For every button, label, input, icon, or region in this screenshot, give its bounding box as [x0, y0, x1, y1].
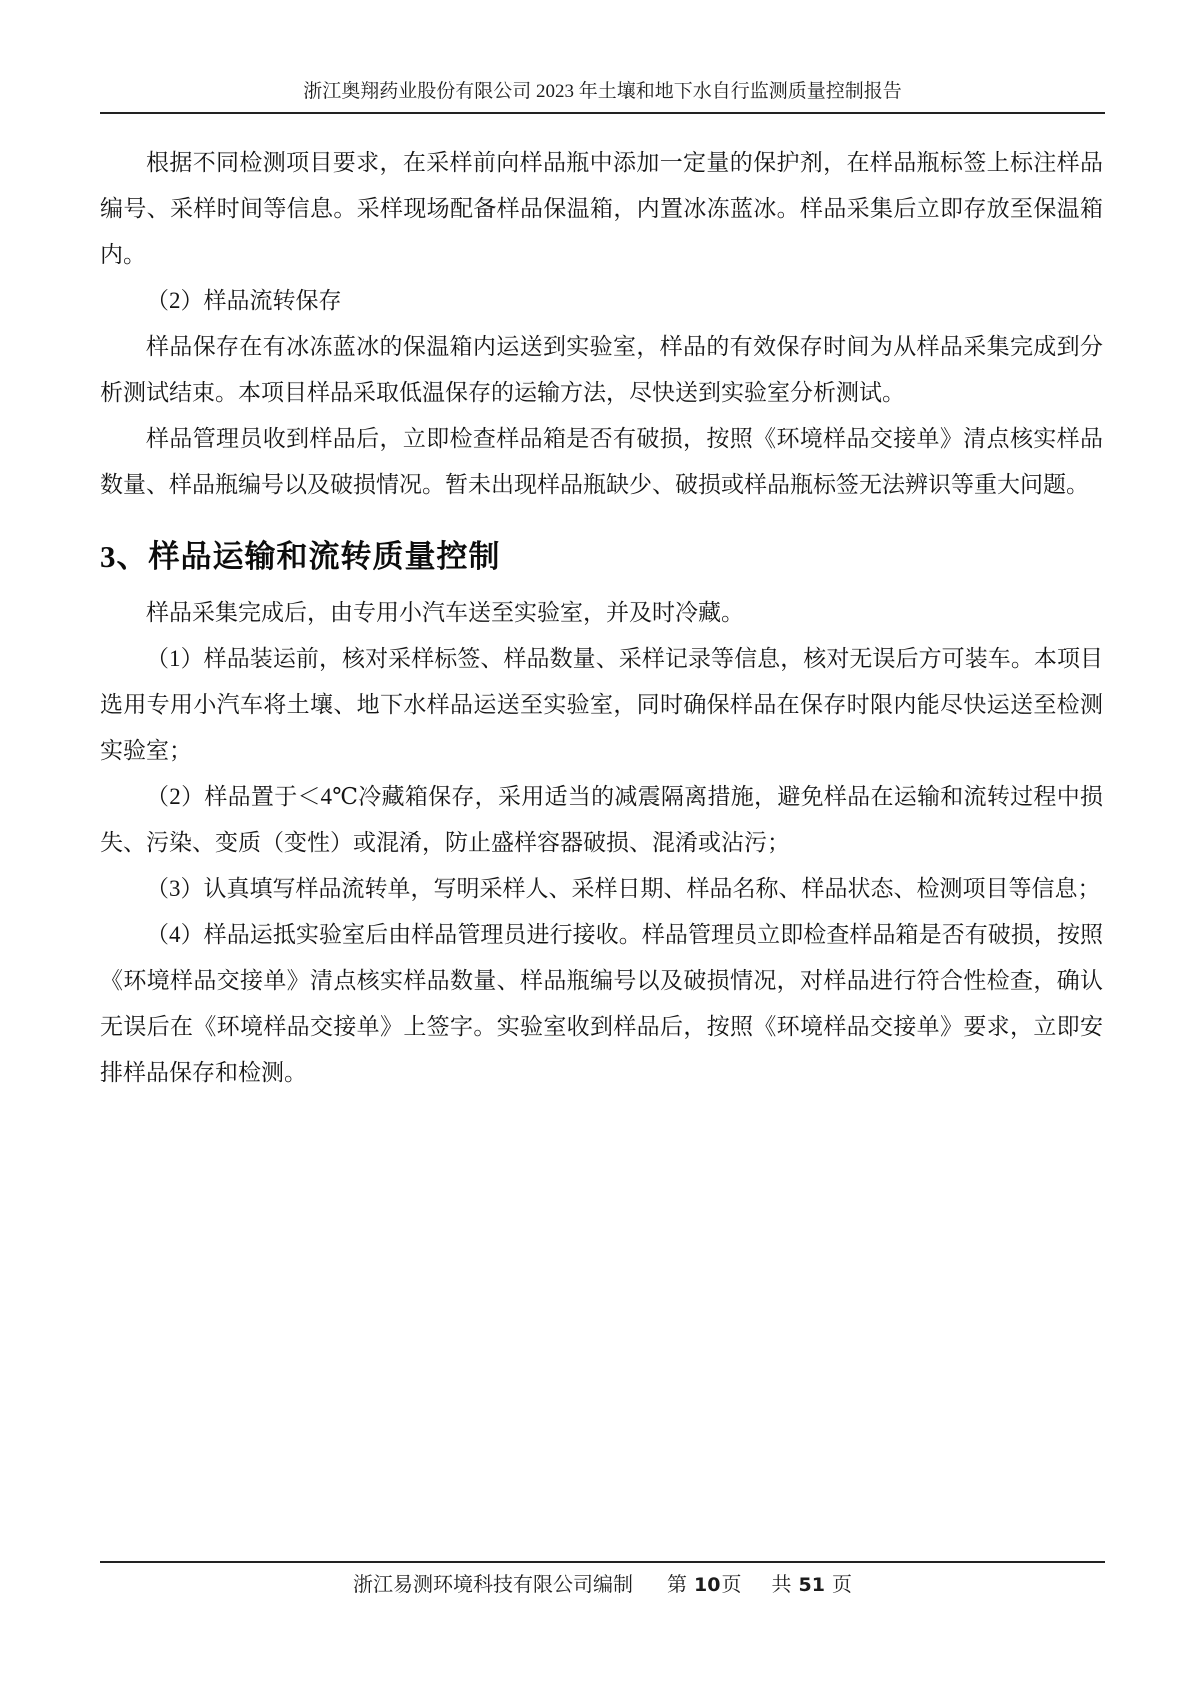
paragraph-sample-preservative: 根据不同检测项目要求，在采样前向样品瓶中添加一定量的保护剂，在样品瓶标签上标注样品编号、采样时间等信息。采样现场配备样品保温箱，内置冰冻蓝冰。样品采集后立即存放至保温箱内。	[100, 150, 1103, 267]
footer-total-suffix: 页	[831, 1574, 852, 1596]
paragraph-subheading-sample-transfer: （2）样品流转保存	[146, 288, 342, 313]
footer-page-number: 10	[694, 1574, 721, 1596]
footer-page-suffix: 页	[721, 1574, 742, 1596]
footer-page-prefix: 第	[667, 1574, 688, 1596]
footer-total-prefix: 共	[771, 1574, 792, 1596]
page-header	[100, 80, 1105, 114]
header-title: 浙江奥翔药业股份有限公司 2023 年土壤和地下水自行监测质量控制报告	[303, 81, 902, 102]
footer-organization: 浙江易测环境科技有限公司编制	[353, 1574, 634, 1596]
paragraph-cold-storage-transport: 样品保存在有冰冻蓝冰的保温箱内运送到实验室，样品的有效保存时间为从样品采集完成到分析测试结束。本项目样品采取低温保存的运输方法，尽快送到实验室分析测试。	[100, 334, 1103, 405]
paragraph-item-1-loading-check: （1）样品装运前，核对采样标签、样品数量、采样记录等信息，核对无误后方可装车。本项目选用专用小汽车将土壤、地下水样品运送至实验室，同时确保样品在保存时限内能尽快运送至检测实验室；	[100, 646, 1103, 763]
paragraph-item-4-lab-reception: （4）样品运抵实验室后由样品管理员进行接收。样品管理员立即检查样品箱是否有破损，按照《环境样品交接单》清点核实样品数量、样品瓶编号以及破损情况，对样品进行符合性检查，确认无误后在《环境样品交接单》上签字。实验室收到样品后，按照《环境样品交接单》要求，立即安排样品保存和检测。	[100, 922, 1103, 1085]
paragraph-item-2-cold-box: （2）样品置于＜4℃冷藏箱保存，采用适当的减震隔离措施，避免样品在运输和流转过程中损失、污染、变质（变性）或混淆，防止盛样容器破损、混淆或沾污；	[100, 784, 1103, 855]
paragraph-item-3-transfer-form: （3）认真填写样品流转单，写明采样人、采样日期、样品名称、样品状态、检测项目等信息；	[146, 876, 1101, 901]
document-body	[100, 140, 1103, 1096]
footer-total-number: 51	[798, 1574, 825, 1596]
paragraph-sample-manager-check: 样品管理员收到样品后，立即检查样品箱是否有破损，按照《环境样品交接单》清点核实样品数量、样品瓶编号以及破损情况。暂未出现样品瓶缺少、破损或样品瓶标签无法辨识等重大问题。	[100, 426, 1103, 497]
page-footer	[100, 1561, 1105, 1598]
section-heading-transport-qc: 3、样品运输和流转质量控制	[100, 539, 501, 574]
paragraph-delivery-by-car: 样品采集完成后，由专用小汽车送至实验室，并及时冷藏。	[146, 600, 744, 625]
